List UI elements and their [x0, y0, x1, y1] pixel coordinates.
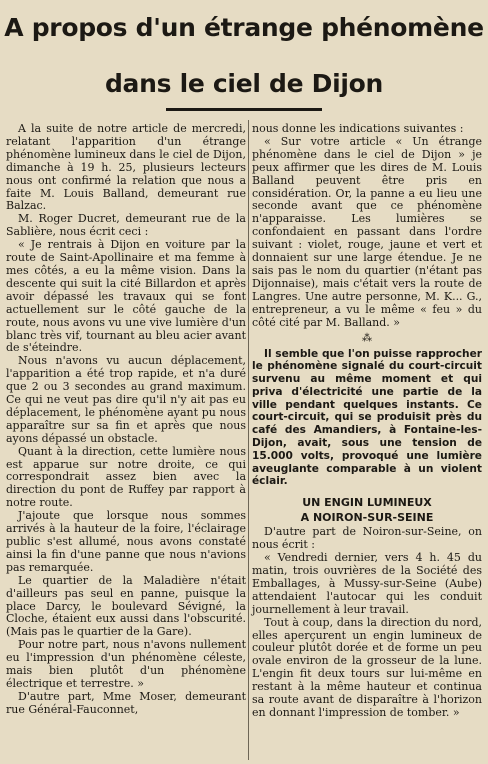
headline-rule	[166, 108, 322, 111]
section-separator: ⁂	[362, 332, 372, 344]
left-column	[6, 123, 246, 717]
paragraph: « Sur votre article « Un étrange phénomène dans le ciel de Dijon » je peux affirmer que les dires de M. Louis Balland peuvent être pris en considération. Or, la panne a eu lieu une seconde avant que ce phénomène n'apparaisse. Les lumières se confondaient en passant dans l'ordre suivant : violet, rouge, jaune et vert et donnaient sur une large étendue. Je ne sais pas le nom du quartier (n'étant pas Dijonnaise), mais c'était vers la route de Langres. Une autre personne, M. K... G., entrepreneur, a vu le même « feu » du côté cité par M. Balland. »	[252, 134, 482, 329]
paragraph: Quant à la direction, cette lumière nous est apparue sur notre droite, ce qui correspondrait assez bien avec la direction du pont de Ruffey par rapport à notre route.	[6, 444, 246, 510]
paragraph: D'autre part de Noiron-sur-Seine, on nous écrit :	[252, 525, 482, 552]
paragraph: « Vendredi dernier, vers 4 h. 45 du matin, trois ouvrières de la Société des Emballages, à Mussy-sur-Seine (Aube) attendaient l'autocar qui les conduit journellement à leur travail.	[252, 551, 482, 616]
bold-paragraph: Il semble que l'on puisse rapprocher le phénomène signalé du court-circuit survenu au même moment et qui priva d'électricité une partie de la ville pendant quelques instants. Ce court-circuit, qui se produisit près du café des Amandiers, à Fontaine-les-Dijon, avait, sous une tension de 15.000 volts, provoqué une lumière aveuglante comparable à un violent éclair.	[252, 347, 482, 488]
paragraph: D'autre part, Mme Moser, demeurant rue Général-Fauconnet,	[6, 689, 246, 716]
headline-line-1: A propos d'un étrange phénomène	[4, 13, 484, 42]
paragraph: Le quartier de la Maladière n'était d'ailleurs pas seul en panne, puisque la place Darcy, le boulevard Sévigné, la Cloche, étaient eux aussi dans l'obscurité. (Mais pas le quartier de la Gare).	[6, 573, 246, 639]
paragraph: « Je rentrais à Dijon en voiture par la route de Saint-Apollinaire et ma femme à mes côtés, a eu la même vision. Dans la descente qui suit la cité Billardon et après avoir dépassé les travaux qui se font actuellement sur le côté gauche de la route, nous avons vu une vive lumière d'un blanc très vif, tournant au bleu acier avant de s'éteindre.	[6, 238, 246, 355]
subheading-line-2: A NOIRON-SUR-SEINE	[300, 511, 434, 525]
subheading-line-1: UN ENGIN LUMINEUX	[302, 496, 432, 510]
paragraph: M. Roger Ducret, demeurant rue de la Sablière, nous écrit ceci :	[6, 212, 246, 239]
paragraph: J'ajoute que lorsque nous sommes arrivés à la hauteur de la foire, l'éclairage public s'est allumé, nous avons constaté ainsi la fin d'une panne que nous n'avions pas remarquée.	[6, 509, 246, 574]
paragraph: Pour notre part, nous n'avons nullement eu l'impression d'un phénomène céleste, mais bien plutôt d'un phénomène électrique et terrestre. »	[6, 638, 246, 690]
paragraph: Tout à coup, dans la direction du nord, elles aperçurent un engin lumineux de couleur plutôt dorée et de forme un peu ovale environ de la grosseur de la lune. L'engin fit deux tours sur lui-même en restant à la même hauteur et continua sa route avant de disparaître à l'horizon en donnant l'impression de tomber. »	[252, 615, 482, 719]
headline-line-2: dans le ciel de Dijon	[104, 69, 384, 98]
paragraph: A la suite de notre article de mercredi, relatant l'apparition d'un étrange phénomène lumineux dans le ciel de Dijon, dimanche à 19 h. 25, plusieurs lecteurs nous ont confirmé la relation que nous a faite M. Louis Balland, demeurant rue Balzac.	[6, 122, 246, 213]
paragraph: nous donne les indications suivantes :	[252, 122, 464, 135]
column-divider	[248, 120, 249, 760]
paragraph: Nous n'avons vu aucun déplacement, l'apparition a été trop rapide, et n'a duré que 2 ou 3 secondes au grand maximum. Ce qui ne veut pas dire qu'il n'y ait pas eu déplacement, le phénomène ayant pu nous apparaître sur sa fin et après que nous ayons dépassé un obstacle.	[6, 354, 246, 445]
right-column	[252, 123, 482, 720]
